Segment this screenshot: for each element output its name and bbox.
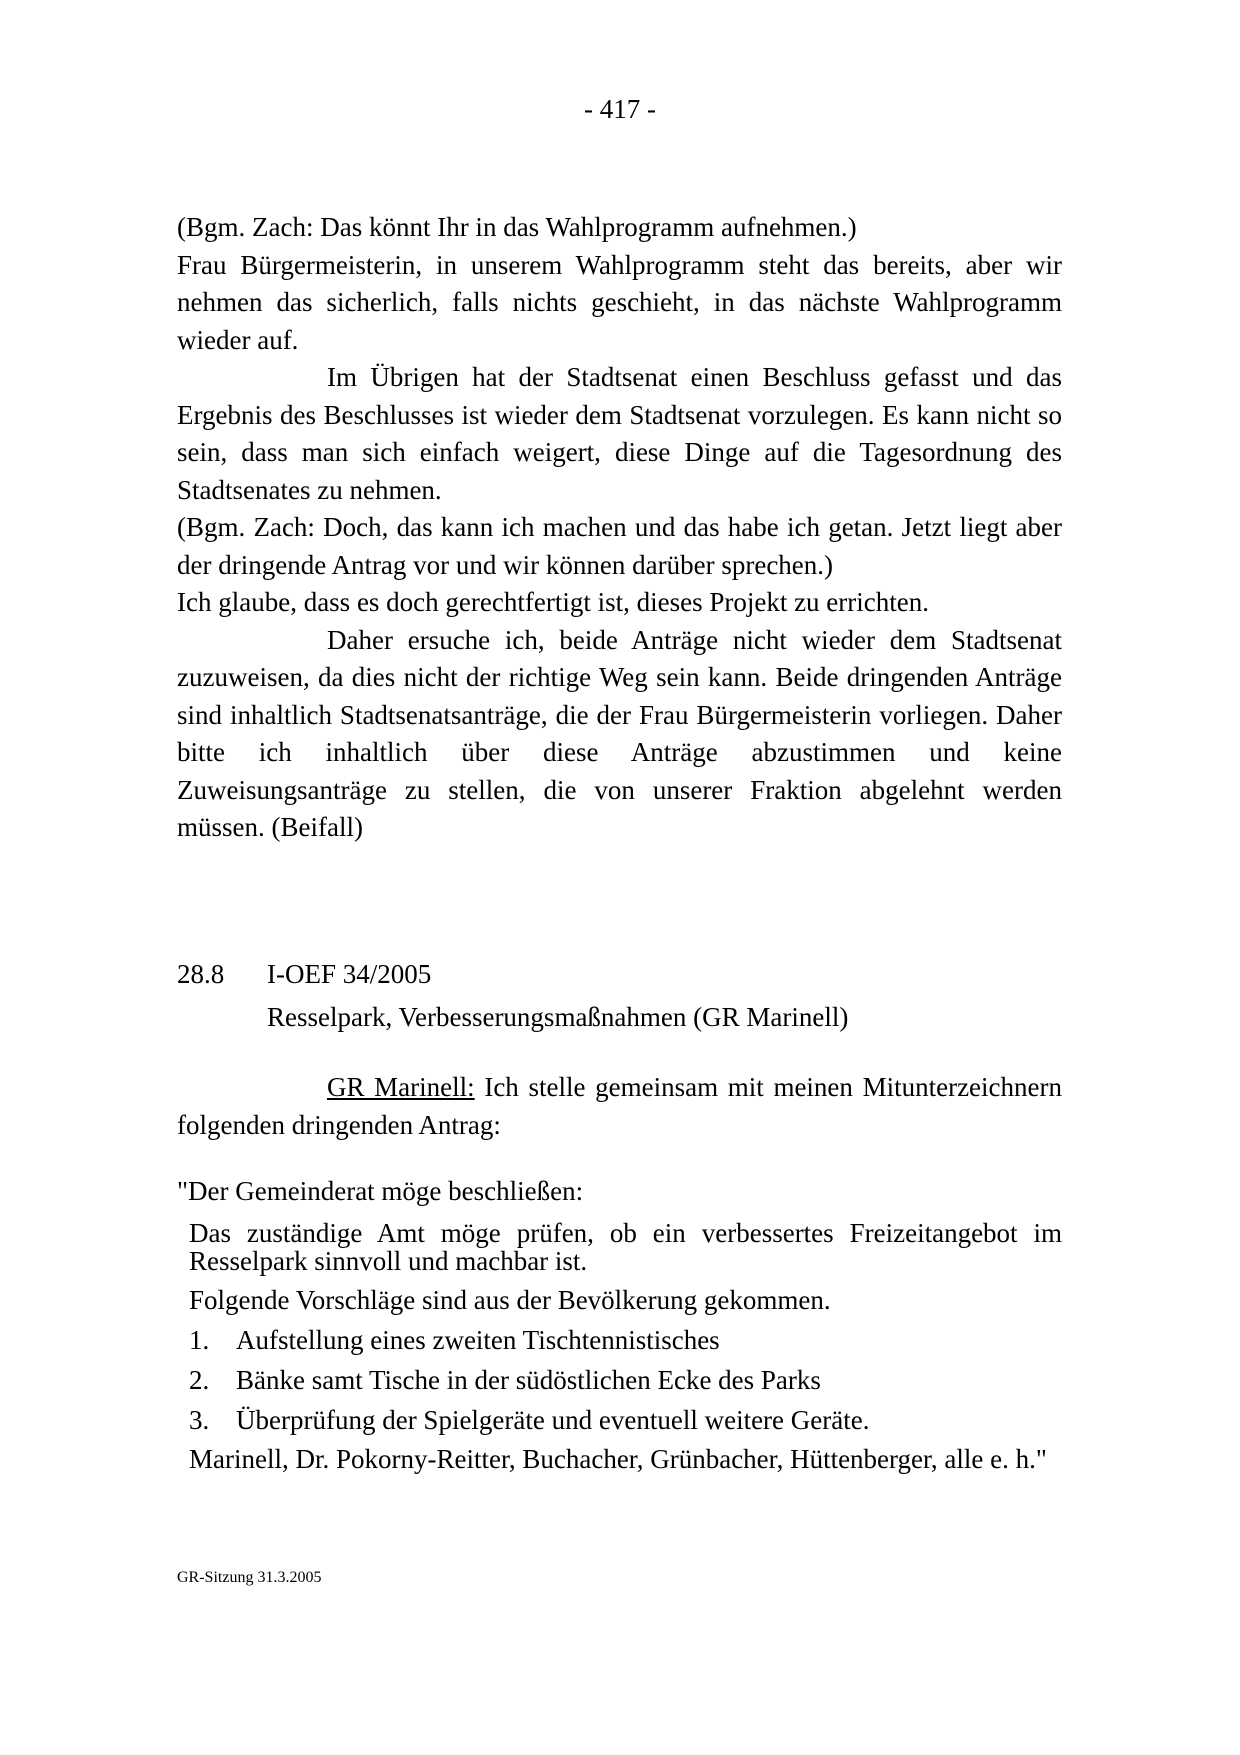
- text-paragraph: Ich glaube, dass es doch gerechtfertigt ist, dieses Projekt zu errichten.: [177, 587, 929, 617]
- agenda-item: [177, 953, 1062, 1039]
- speech-paragraph: [177, 1069, 1062, 1144]
- footer: GR-Sitzung 31.3.2005: [177, 1569, 322, 1586]
- list-item-number: 3.: [189, 1405, 210, 1435]
- list-item-text: Aufstellung eines zweiten Tischtennistisches: [236, 1325, 720, 1355]
- speaker-name: GR Marinell:: [327, 1072, 475, 1102]
- list-item-number: 2.: [189, 1365, 210, 1395]
- motion-intro: "Der Gemeinderat möge beschließen:: [177, 1176, 584, 1206]
- page-number: - 417 -: [584, 94, 656, 124]
- list-item: [189, 1405, 1062, 1435]
- interjection-paragraph: (Bgm. Zach: Doch, das kann ich machen und das habe ich getan. Jetzt liegt aber der dringende Antrag vor und wir können darüber sprechen.): [177, 512, 1062, 580]
- motion-body: [177, 1219, 1062, 1473]
- list-item-number: 1.: [189, 1325, 210, 1355]
- body-text: [177, 209, 1062, 847]
- text-paragraph: Daher ersuche ich, beide Anträge nicht wieder dem Stadtsenat zuzuweisen, da dies nicht der richtige Weg sein kann. Beide dringenden Anträge sind inhaltlich Stadtsenatsanträge, die der Frau Bürgermeisterin vorliegen. Daher bitte ich inhaltlich über diese Anträge abzustimmen und keine Zuweisungsanträge zu stellen, die von unserer Fraktion abgelehnt werden müssen. (Beifall): [177, 624, 1062, 842]
- list-item: [189, 1365, 1062, 1395]
- agenda-item-title: Resselpark, Verbesserungsmaßnahmen (GR Marinell): [267, 1002, 849, 1032]
- list-item: [189, 1325, 1062, 1355]
- agenda-item-code: I-OEF 34/2005: [267, 959, 432, 989]
- list-item-text: Bänke samt Tische in der südöstlichen Ecke des Parks: [236, 1365, 821, 1395]
- text-paragraph: Im Übrigen hat der Stadtsenat einen Beschluss gefasst und das Ergebnis des Beschlusses ist wieder dem Stadtsenat vorzulegen. Es kann nicht so sein, dass man sich einfach weigert, diese Dinge auf die Tagesordnung des Stadtsenates zu nehmen.: [177, 362, 1062, 505]
- interjection-paragraph: (Bgm. Zach: Das könnt Ihr in das Wahlprogramm aufnehmen.): [177, 212, 857, 242]
- suggestions-list: [189, 1325, 1062, 1435]
- motion-suggestions-intro: Folgende Vorschläge sind aus der Bevölkerung gekommen.: [189, 1285, 831, 1315]
- list-item-text: Überprüfung der Spielgeräte und eventuell weitere Geräte.: [236, 1405, 870, 1435]
- agenda-item-number: 28.8: [177, 959, 225, 989]
- speech-text: Ich stelle gemeinsam mit meinen Mitunterzeichnern folgenden dringenden Antrag:: [177, 1072, 1062, 1140]
- motion-request: Das zuständige Amt möge prüfen, ob ein verbessertes Freizeitangebot im Resselpark sinnvoll und machbar ist.: [189, 1218, 1062, 1276]
- motion-text: [177, 1173, 1062, 1483]
- motion-signatories: Marinell, Dr. Pokorny-Reitter, Buchacher, Grünbacher, Hüttenberger, alle e. h.": [189, 1444, 1047, 1474]
- text-paragraph: Frau Bürgermeisterin, in unserem Wahlprogramm steht das bereits, aber wir nehmen das sicherlich, falls nichts geschieht, in das nächste Wahlprogramm wieder auf.: [177, 249, 1062, 355]
